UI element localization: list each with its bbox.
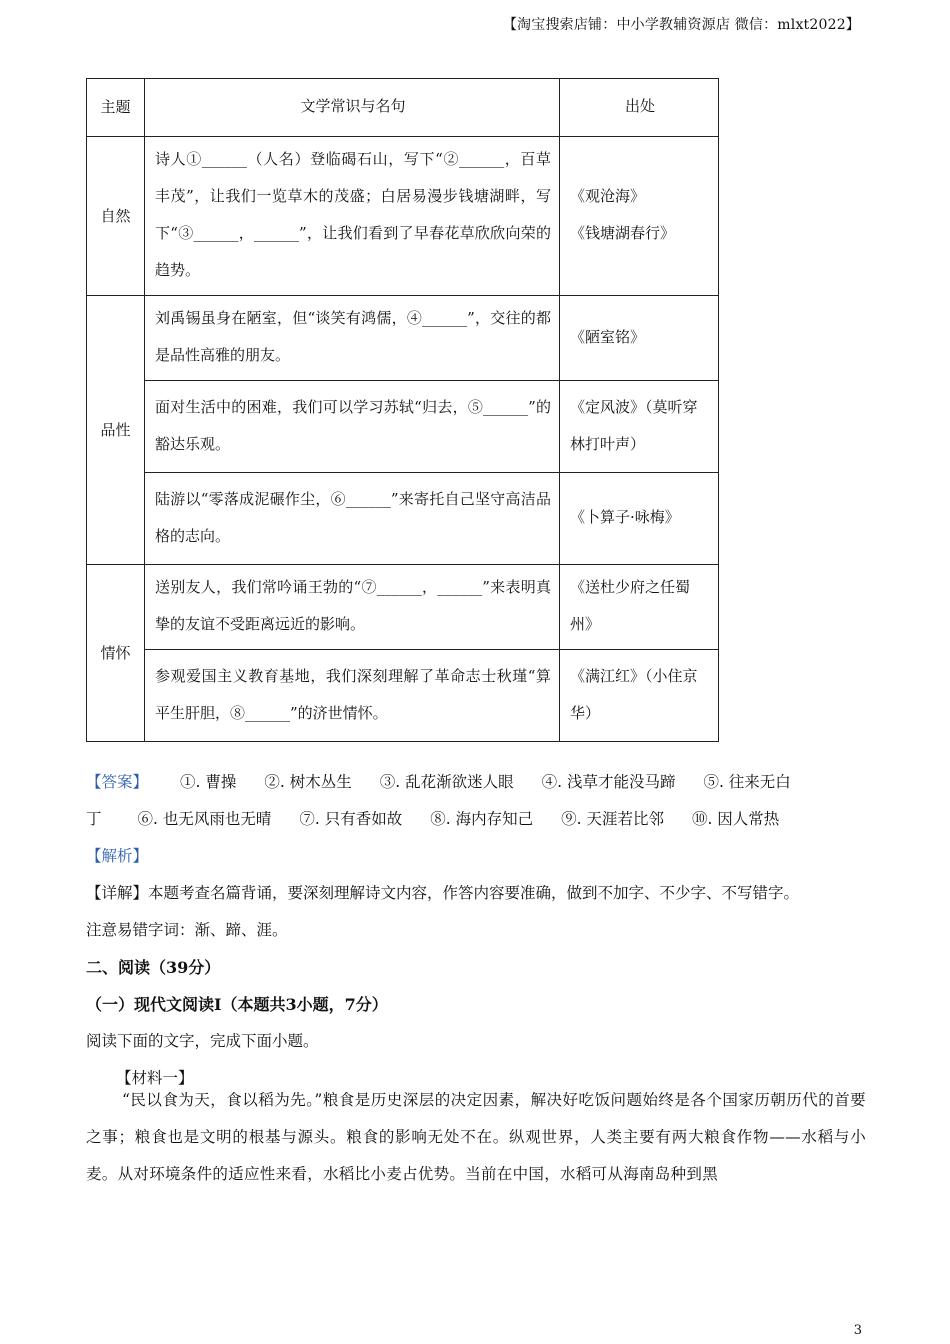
content-cell: 送别友人，我们常吟诵王勃的“⑦______，______”来表明真挚的友谊不受距离远近的影响。 bbox=[145, 565, 560, 650]
material-label: 【材料一】 bbox=[116, 1069, 194, 1087]
answer-item: ⑤. 往来无白 bbox=[703, 773, 791, 791]
source-cell: 《定风波》（莫听穿林打叶声） bbox=[560, 381, 719, 473]
answer-item: ⑩. 因人常热 bbox=[691, 810, 780, 828]
answer-item: ④. 浅草才能没马蹄 bbox=[541, 773, 676, 791]
content-cell: 参观爱国主义教育基地，我们深刻理解了革命志士秋瑾“算平生肝胆，⑧______”的济世情怀。 bbox=[145, 650, 560, 742]
analysis-label: 【解析】 bbox=[86, 847, 149, 865]
table-row bbox=[87, 296, 719, 381]
answer-line-2 bbox=[86, 801, 866, 838]
material-paragraph bbox=[86, 1082, 866, 1193]
subsection-title: （一）现代文阅读Ⅰ（本题共3小题，7分） bbox=[86, 995, 388, 1014]
table-row bbox=[87, 473, 719, 565]
content-cell: 面对生活中的困难，我们可以学习苏轼“归去，⑤______”的豁达乐观。 bbox=[145, 381, 560, 473]
source-cell: 《送杜少府之任蜀州》 bbox=[560, 565, 719, 650]
answer-item: ①. 曹操 bbox=[180, 773, 237, 791]
answer-label: 【答案】 bbox=[86, 773, 149, 791]
answer-line-1 bbox=[86, 764, 866, 801]
answer-item: ③. 乱花渐欲迷人眼 bbox=[379, 773, 514, 791]
answer-item: ⑧. 海内存知己 bbox=[430, 810, 534, 828]
answer-item-continued: 丁 bbox=[86, 810, 102, 828]
header-source: 出处 bbox=[560, 79, 719, 137]
page-number: 3 bbox=[853, 1323, 862, 1338]
table-header-row bbox=[87, 79, 719, 137]
content-cell: 诗人①______（人名）登临碣石山，写下“②______，百草丰茂”，让我们一览草木的茂盛；白居易漫步钱塘湖畔，写下“③______，______”，让我们看到了早春花草欣欣向荣的趋势。 bbox=[145, 137, 560, 296]
analysis-detail: 【详解】本题考查名篇背诵，要深刻理解诗文内容，作答内容要准确，做到不加字、不少字、不写错字。 bbox=[86, 884, 800, 902]
source-cell: 《满江红》（小住京华） bbox=[560, 650, 719, 742]
header-theme: 主题 bbox=[87, 79, 145, 137]
table-row bbox=[87, 565, 719, 650]
header-content: 文学常识与名句 bbox=[145, 79, 560, 137]
page-header: 【淘宝搜索店铺：中小学教辅资源店 微信：mlxt2022】 bbox=[502, 17, 860, 33]
answer-item: ⑥. 也无风雨也无晴 bbox=[137, 810, 272, 828]
answer-item: ②. 树木丛生 bbox=[264, 773, 352, 791]
table-row bbox=[87, 137, 719, 296]
content-cell: 刘禹锡虽身在陋室，但“谈笑有鸿儒，④______”，交往的都是品性高雅的朋友。 bbox=[145, 296, 560, 381]
literature-table bbox=[86, 78, 719, 742]
answer-item: ⑦. 只有香如故 bbox=[299, 810, 403, 828]
theme-cell: 情怀 bbox=[87, 565, 145, 742]
table-row bbox=[87, 650, 719, 742]
theme-cell: 自然 bbox=[87, 137, 145, 296]
instruction-text: 阅读下面的文字，完成下面小题。 bbox=[86, 1032, 319, 1050]
source-cell: 《卜算子·咏梅》 bbox=[560, 473, 719, 565]
source-cell: 《观沧海》 《钱塘湖春行》 bbox=[560, 137, 719, 296]
analysis-note: 注意易错字词：渐、蹄、涯。 bbox=[86, 921, 288, 939]
answer-section bbox=[86, 764, 866, 1097]
table-row bbox=[87, 381, 719, 473]
content-cell: 陆游以“零落成泥碾作尘，⑥______”来寄托自己坚守高洁品格的志向。 bbox=[145, 473, 560, 565]
answer-item: ⑨. 天涯若比邻 bbox=[561, 810, 664, 828]
source-cell: 《陋室铭》 bbox=[560, 296, 719, 381]
section-title: 二、阅读（39分） bbox=[86, 958, 221, 977]
paragraph-text: “民以食为天，食以稻为先。”粮食是历史深层的决定因素，解决好吃饭问题始终是各个国家历朝历代的首要之事；粮食也是文明的根基与源头。粮食的影响无处不在。纵观世界，人类主要有两大粮食作物——水稻与小麦。从对环境条件的适应性来看，水稻比小麦占优势。当前在中国，水稻可从海南岛种到黑 bbox=[86, 1091, 866, 1183]
theme-cell: 品性 bbox=[87, 296, 145, 565]
